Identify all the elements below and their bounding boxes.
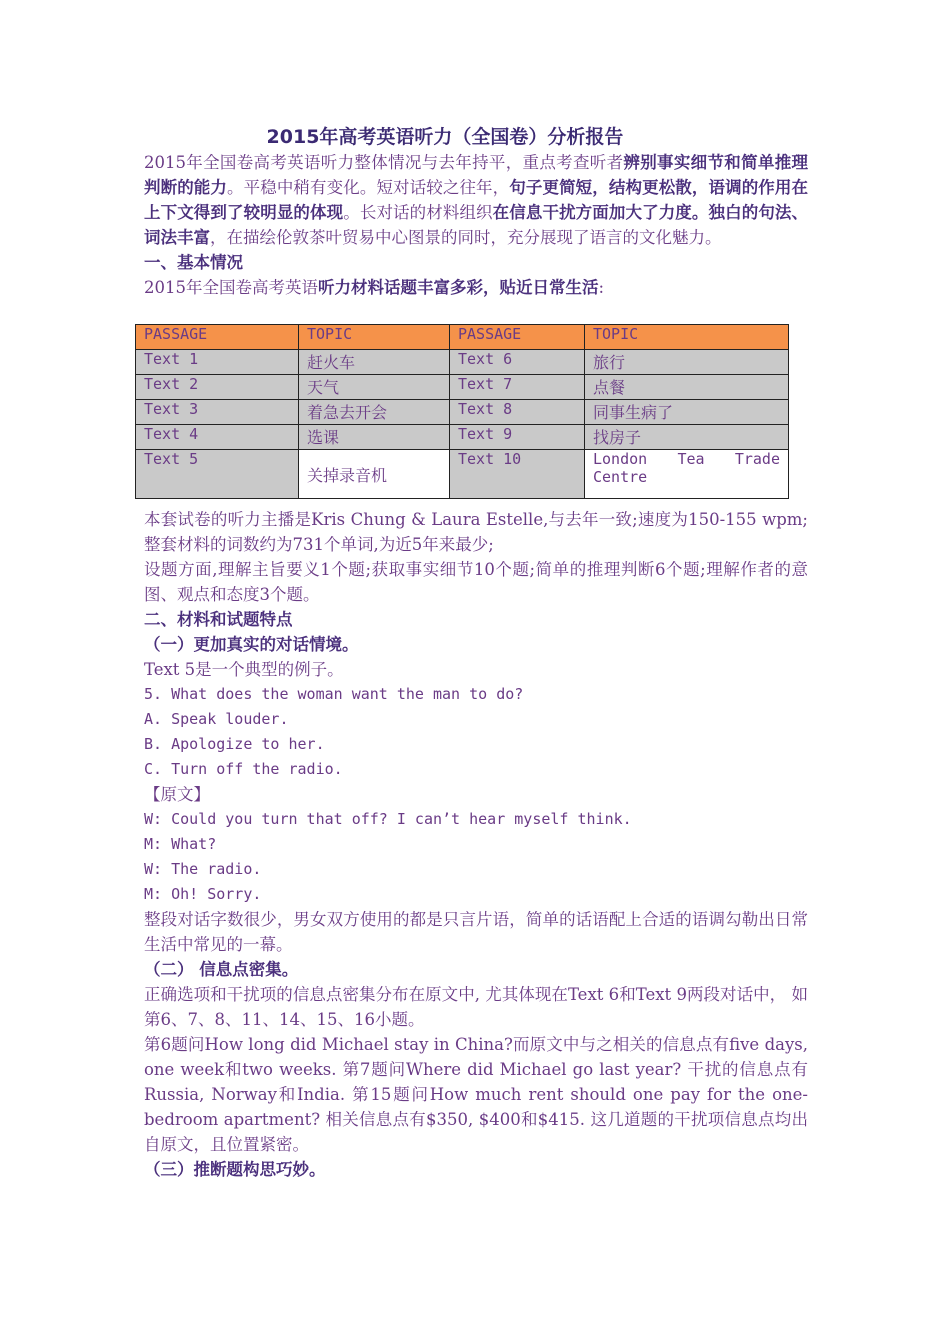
lead-end: :: [598, 278, 605, 297]
topic-cell: 关掉录音机: [299, 450, 450, 499]
dialogue-line: M: Oh! Sorry.: [144, 885, 262, 903]
passage-cell: Text 8: [450, 400, 585, 425]
intro-paragraph: [144, 150, 808, 250]
table-row: [136, 350, 789, 375]
page-title: 2015年高考英语听力（全国卷）分析报告: [266, 126, 624, 148]
topic-cell: 选课: [299, 425, 450, 450]
intro-text-4: ，在描绘伦敦茶叶贸易中心图景的同时，充分展现了语言的文化魅力。: [210, 228, 722, 247]
section-1-lead: [144, 275, 808, 300]
dialogue-line: W: The radio.: [144, 860, 262, 878]
option-c: C. Turn off the radio.: [144, 760, 343, 778]
subsection-3-heading: （三）推断题构思巧妙。: [144, 1160, 326, 1179]
example-intro: Text 5是一个典型的例子。: [144, 660, 344, 679]
header-topic-1: TOPIC: [299, 325, 450, 350]
lead-plain: 2015年全国卷高考英语: [144, 278, 318, 297]
intro-text-1: 2015年全国卷高考英语听力整体情况与去年持平，重点考查听者: [144, 153, 624, 172]
intro-bold-2: 句子更简短，结构更松散，语调的作用在上下文得到了较明显的体现: [144, 178, 809, 222]
dialogue-line: W: Could you turn that off? I can’t hear myself think.: [144, 810, 632, 828]
main-body: [144, 507, 808, 1182]
option-b: B. Apologize to her.: [144, 735, 325, 753]
table-row: [136, 375, 789, 400]
topic-cell: 赶火车: [299, 350, 450, 375]
topic-cell: 找房子: [585, 425, 789, 450]
passage-cell: Text 2: [136, 375, 299, 400]
subsection-2-heading: （二） 信息点密集。: [144, 960, 299, 979]
passage-cell: Text 9: [450, 425, 585, 450]
presenters-paragraph: 本套试卷的听力主播是Kris Chung & Laura Estelle,与去年一致;速度为150-155 wpm; 整套材料的词数约为731个单词,为近5年来最少;: [144, 510, 808, 554]
passage-cell: Text 4: [136, 425, 299, 450]
dialogue-comment: 整段对话字数很少，男女双方使用的都是只言片语，简单的话语配上合适的语调勾勒出日常生活中常见的一幕。: [144, 910, 808, 954]
intro-bold-1: 辨别事实细节和简单推理判断的能力: [144, 153, 808, 197]
topic-cell: 旅行: [585, 350, 789, 375]
question-types-paragraph: 设题方面,理解主旨要义1个题;获取事实细节10个题;简单的推理判断6个题;理解作者的意图、观点和态度3个题。: [144, 560, 808, 604]
passage-cell: Text 7: [450, 375, 585, 400]
header-passage-1: PASSAGE: [136, 325, 299, 350]
passage-cell: Text 3: [136, 400, 299, 425]
intro-text-2: 。平稳中稍有变化。短对话较之往年，: [227, 178, 510, 197]
topic-cell: 同事生病了: [585, 400, 789, 425]
passage-cell: Text 6: [450, 350, 585, 375]
topic-cell: 点餐: [585, 375, 789, 400]
table-row: [136, 400, 789, 425]
topic-cell: 天气: [299, 375, 450, 400]
table-header-row: [136, 325, 789, 350]
dense-paragraph-1: 正确选项和干扰项的信息点密集分布在原文中, 尤其体现在Text 6和Text 9两段对话中， 如第6、7、8、11、14、15、16小题。: [144, 985, 808, 1029]
table-row: [136, 450, 789, 499]
section-1-heading: 一、基本情况: [144, 253, 243, 272]
option-a: A. Speak louder.: [144, 710, 289, 728]
intro-bold-3: 在信息干扰方面加大了力度。独白的句法、词法丰富: [144, 203, 809, 247]
dense-paragraph-2: 第6题问How long did Michael stay in China?而原文中与之相关的信息点有five days, one week和two weeks. 第7题问Where did Michael go last year? 干扰的信息点有Russia, Norway和India. 第15题问How much rent should one pay for the one-bedroom apartment? 相关信息点有$350, $400和$415. 这几道题的干扰项信息点均出自原文，且位置紧密。: [144, 1035, 808, 1154]
section-2-heading: 二、材料和试题特点: [144, 610, 293, 629]
passage-cell: Text 10: [450, 450, 585, 499]
table-row: [136, 425, 789, 450]
topic-cell: London Tea Trade Centre: [585, 450, 789, 499]
header-passage-2: PASSAGE: [450, 325, 585, 350]
passage-cell: Text 1: [136, 350, 299, 375]
topic-cell: 着急去开会: [299, 400, 450, 425]
topics-table: [135, 324, 789, 499]
intro-block: [144, 150, 808, 300]
original-label: 【原文】: [144, 785, 210, 804]
passage-cell: Text 5: [136, 450, 299, 499]
question-text: 5. What does the woman want the man to do?: [144, 685, 524, 703]
subsection-1-heading: （一）更加真实的对话情境。: [144, 635, 359, 654]
header-topic-2: TOPIC: [585, 325, 789, 350]
lead-bold: 听力材料话题丰富多彩，贴近日常生活: [318, 278, 599, 297]
intro-text-3: 。长对话的材料组织: [343, 203, 493, 222]
dialogue-line: M: What?: [144, 835, 217, 853]
